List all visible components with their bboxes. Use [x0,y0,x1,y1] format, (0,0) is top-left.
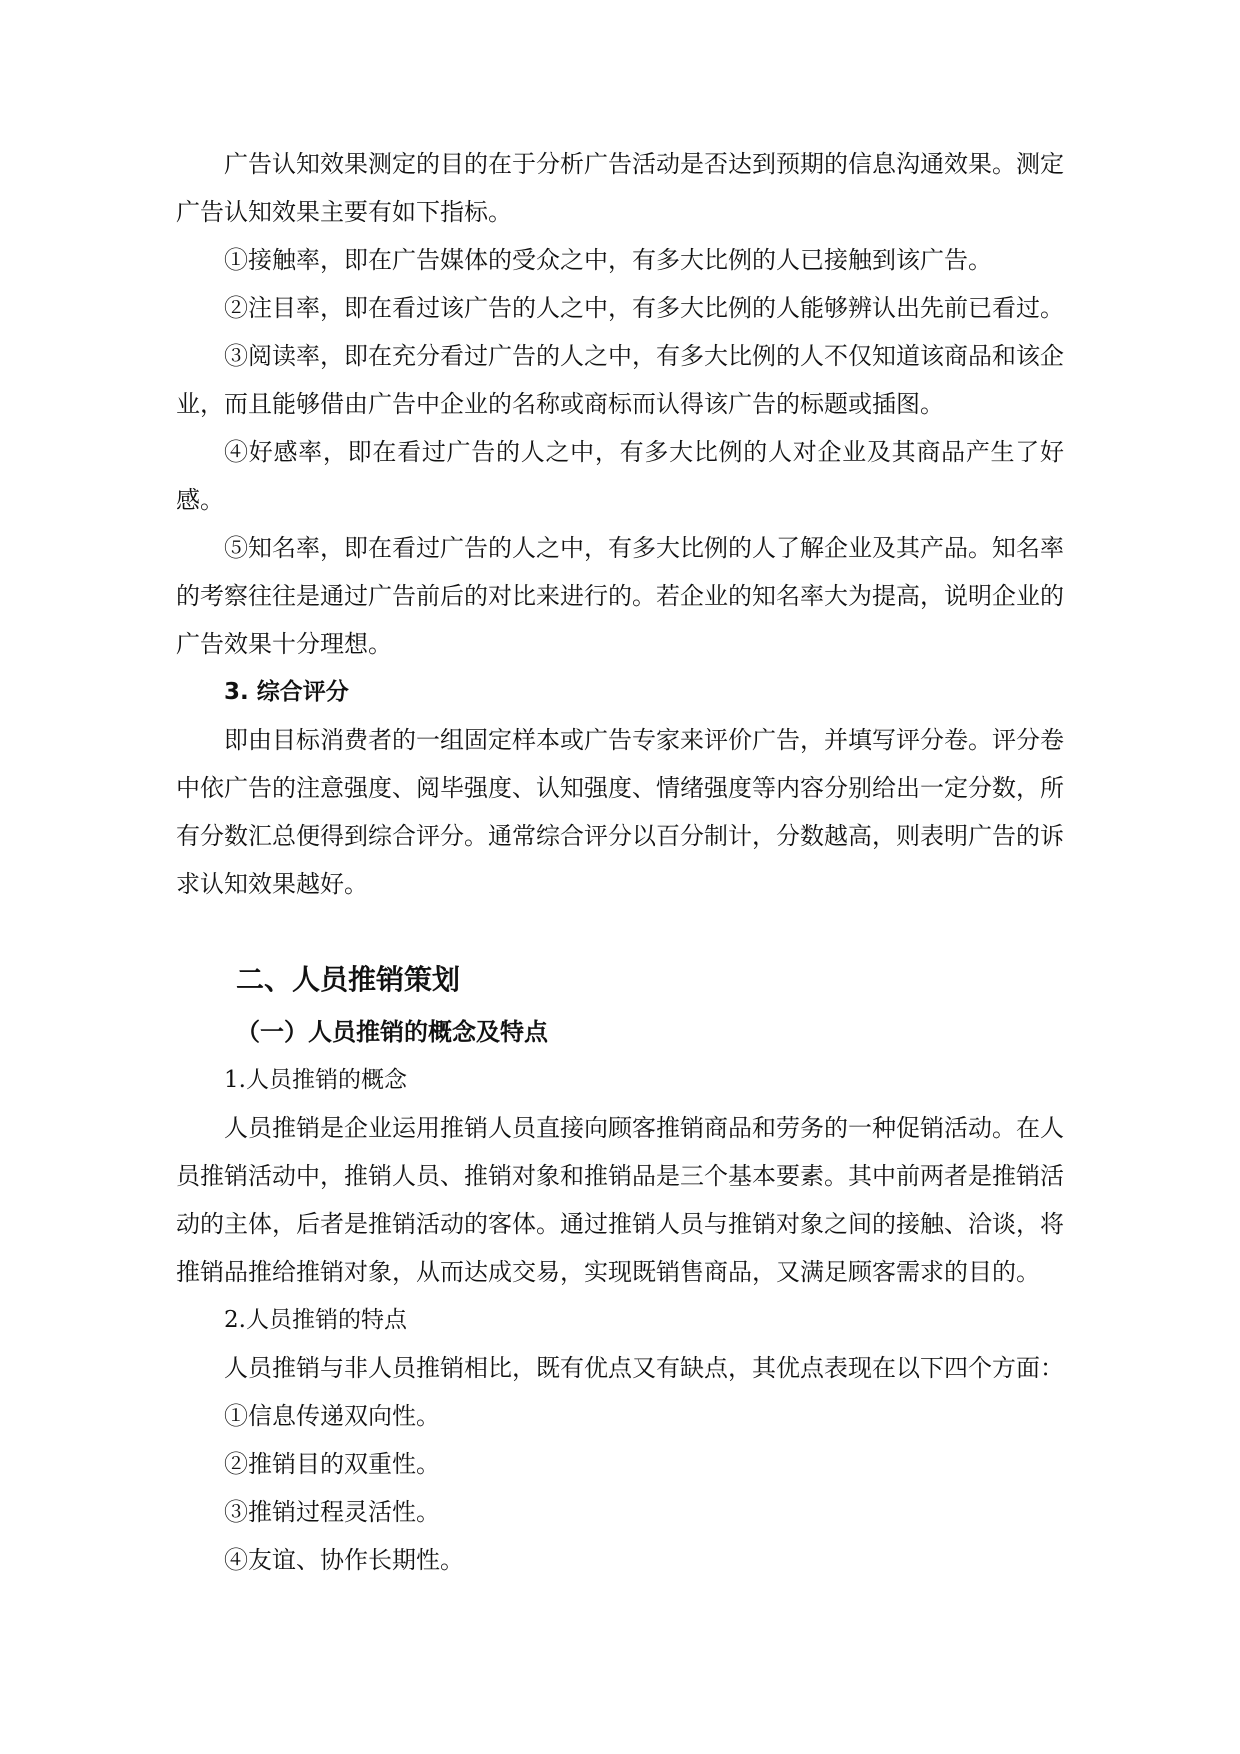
subsection-title: （一）人员推销的概念及特点 [236,1018,548,1046]
indicator-awareness-rate: ⑤知名率，即在看过广告的人之中，有多大比例的人了解企业及其产品。知名率的考察往往是通过广告前后的对比来进行的。若企业的知名率大为提高，说明企业的广告效果十分理想。 [176,534,1064,658]
section-gap [176,908,1064,952]
indicator-reading-rate: ③阅读率，即在充分看过广告的人之中，有多大比例的人不仅知道该商品和该企业，而且能够借由广告中企业的名称或商标而认得该广告的标题或插图。 [176,342,1064,418]
feature-item: ④友谊、协作长期性。 [224,1546,464,1574]
scoring-paragraph: 即由目标消费者的一组固定样本或广告专家来评价广告，并填写评分卷。评分卷中依广告的注意强度、阅毕强度、认知强度、情绪强度等内容分别给出一定分数，所有分数汇总便得到综合评分。通常综合评分以百分制计，分数越高，则表明广告的诉求认知效果越好。 [176,726,1064,898]
indicator-contact-rate: ①接触率，即在广告媒体的受众之中，有多大比例的人已接触到该广告。 [224,246,992,274]
feature-item: ②推销目的双重性。 [224,1450,440,1478]
page-content [176,140,1064,1584]
feature-item: ③推销过程灵活性。 [224,1498,440,1526]
indicator-favorability-rate: ④好感率，即在看过广告的人之中，有多大比例的人对企业及其商品产生了好感。 [176,438,1064,514]
features-intro: 人员推销与非人员推销相比，既有优点又有缺点，其优点表现在以下四个方面： [224,1354,1064,1382]
section-title: 二、人员推销策划 [236,963,461,996]
intro-paragraph: 广告认知效果测定的目的在于分析广告活动是否达到预期的信息沟通效果。测定广告认知效果主要有如下指标。 [176,150,1064,226]
features-heading: 2.人员推销的特点 [224,1307,407,1333]
concept-paragraph: 人员推销是企业运用推销人员直接向顾客推销商品和劳务的一种促销活动。在人员推销活动中，推销人员、推销对象和推销品是三个基本要素。其中前两者是推销活动的主体，后者是推销活动的客体。通过推销人员与推销对象之间的接触、洽谈，将推销品推给推销对象，从而达成交易，实现既销售商品，又满足顾客需求的目的。 [176,1114,1064,1286]
heading-comprehensive-scoring: 3. 综合评分 [224,679,349,705]
feature-item: ①信息传递双向性。 [224,1402,440,1430]
indicator-attention-rate: ②注目率，即在看过该广告的人之中，有多大比例的人能够辨认出先前已看过。 [224,294,1064,322]
concept-heading: 1.人员推销的概念 [224,1067,407,1093]
